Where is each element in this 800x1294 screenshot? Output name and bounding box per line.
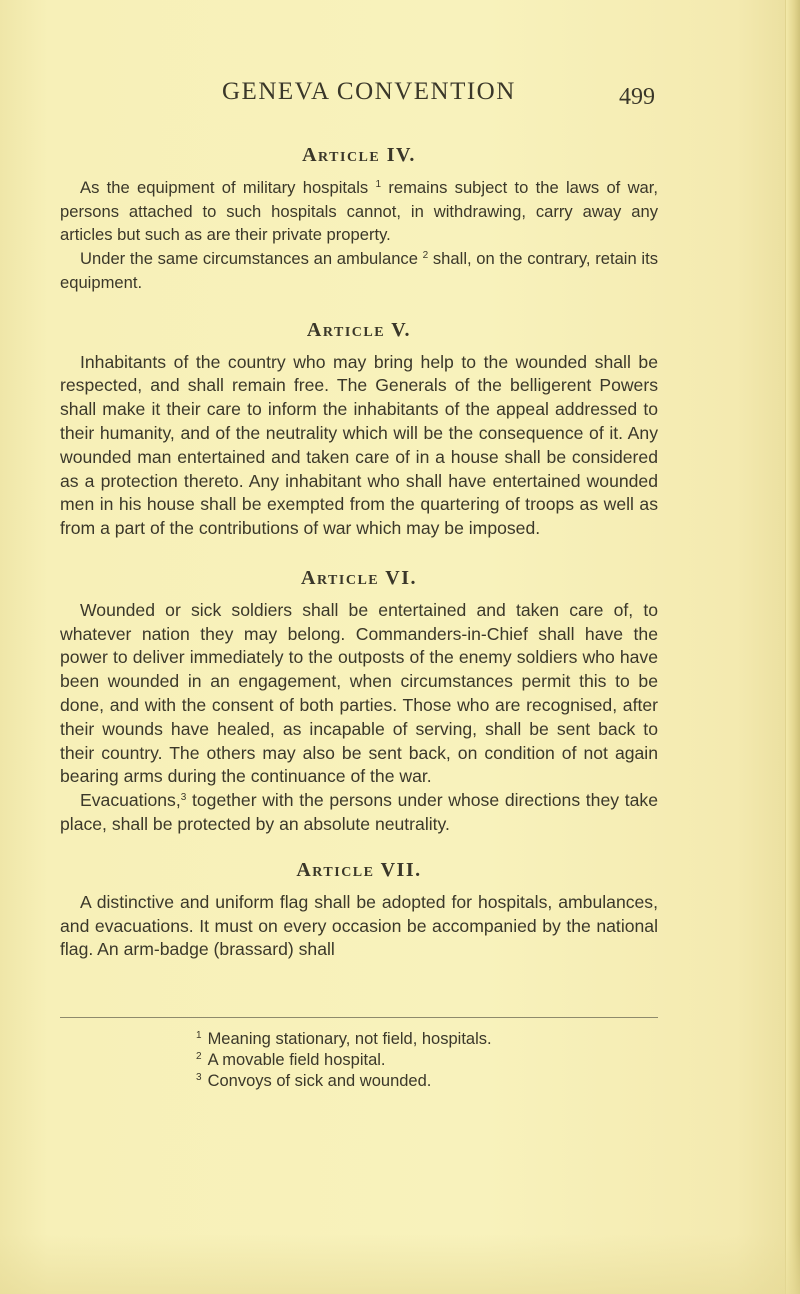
text-run: Inhabitants of the country who may bring help to the wounded shall be respected, and shall remain free. The Generals of the belligerent Powers shall make it their care to inform the inhabitants of the appeal addressed to their humanity, and of the neutrality which will be the consequence of it. Any wounded man entertained and taken care of in a house shall be considered as a protection thereto. Any inhabitant who shall have entertained wounded men in his house shall be exempted from the quartering of troops as well as from a part of the contributions of war which may be imposed. xyxy=(60,351,658,539)
footnote xyxy=(196,1029,636,1050)
text-run: remains subject to the laws of war, persons attached to such hospitals cannot, in withdrawing, carry away any articles but such as are their private property. xyxy=(60,178,658,245)
page-edge xyxy=(785,0,800,1294)
footnote-ref: 3 xyxy=(180,792,187,804)
paper-discoloration xyxy=(0,1234,800,1294)
footnote-text: Convoys of sick and wounded. xyxy=(207,1072,432,1090)
article-vi xyxy=(60,567,658,837)
footnote-marker: 2 xyxy=(196,1051,202,1062)
text-run: A distinctive and uniform flag shall be adopted for hospitals, ambulances, and evacuations. It must on every occasion be accompanied by the national flag. An arm-badge (brassard) shall xyxy=(60,891,658,960)
paragraph xyxy=(60,599,658,789)
article-title: Article VI. xyxy=(301,566,417,589)
article-vii xyxy=(60,859,658,962)
text-run: As the equipment of military hospitals xyxy=(80,178,376,197)
footnote-text: A movable field hospital. xyxy=(207,1051,386,1069)
main-text xyxy=(60,140,658,962)
paragraph xyxy=(60,247,658,294)
footnote xyxy=(196,1071,636,1092)
footnote-divider xyxy=(60,1017,658,1018)
footnote-ref: 2 xyxy=(422,250,429,262)
paragraph xyxy=(60,176,658,247)
text-run: Under the same circumstances an ambulance xyxy=(80,249,423,269)
text-run: together with the persons under whose directions they take place, shall be protected by an absolute neutrality. xyxy=(60,790,658,835)
footnote-ref: 1 xyxy=(375,179,382,190)
article-iv xyxy=(60,144,658,295)
article-v xyxy=(60,319,658,541)
page-header xyxy=(0,78,800,114)
footnote-marker: 1 xyxy=(196,1030,202,1041)
footnote-marker: 3 xyxy=(196,1072,202,1083)
article-title: Article V. xyxy=(306,318,412,341)
page-number: 499 xyxy=(619,84,655,110)
footnotes xyxy=(196,1029,636,1092)
text-run: Evacuations, xyxy=(80,790,181,811)
text-run: Wounded or sick soldiers shall be entertained and taken care of, to whatever nation they may belong. Commanders-in-Chief shall have the power to deliver immediately to the outposts of the enemy soldiers who have been wounded in an engagement, when circumstances permit this to be done, and with the consent of both parties. Those who are recognised, after their wounds have healed, as incapable of serving, shall be sent back to their country. The others may also be sent back, on condition of not again bearing arms during the continuance of the war. xyxy=(60,599,658,787)
paragraph xyxy=(60,891,658,962)
footnote xyxy=(196,1050,636,1071)
article-title: Article IV. xyxy=(302,144,416,166)
footnote-text: Meaning stationary, not field, hospitals. xyxy=(207,1030,492,1048)
text-run: shall, on the contrary, retain its equipment. xyxy=(60,249,658,292)
paragraph xyxy=(60,351,658,541)
running-title: GENEVA CONVENTION xyxy=(222,78,516,105)
article-title: Article VII. xyxy=(296,858,422,881)
paragraph xyxy=(60,789,658,837)
